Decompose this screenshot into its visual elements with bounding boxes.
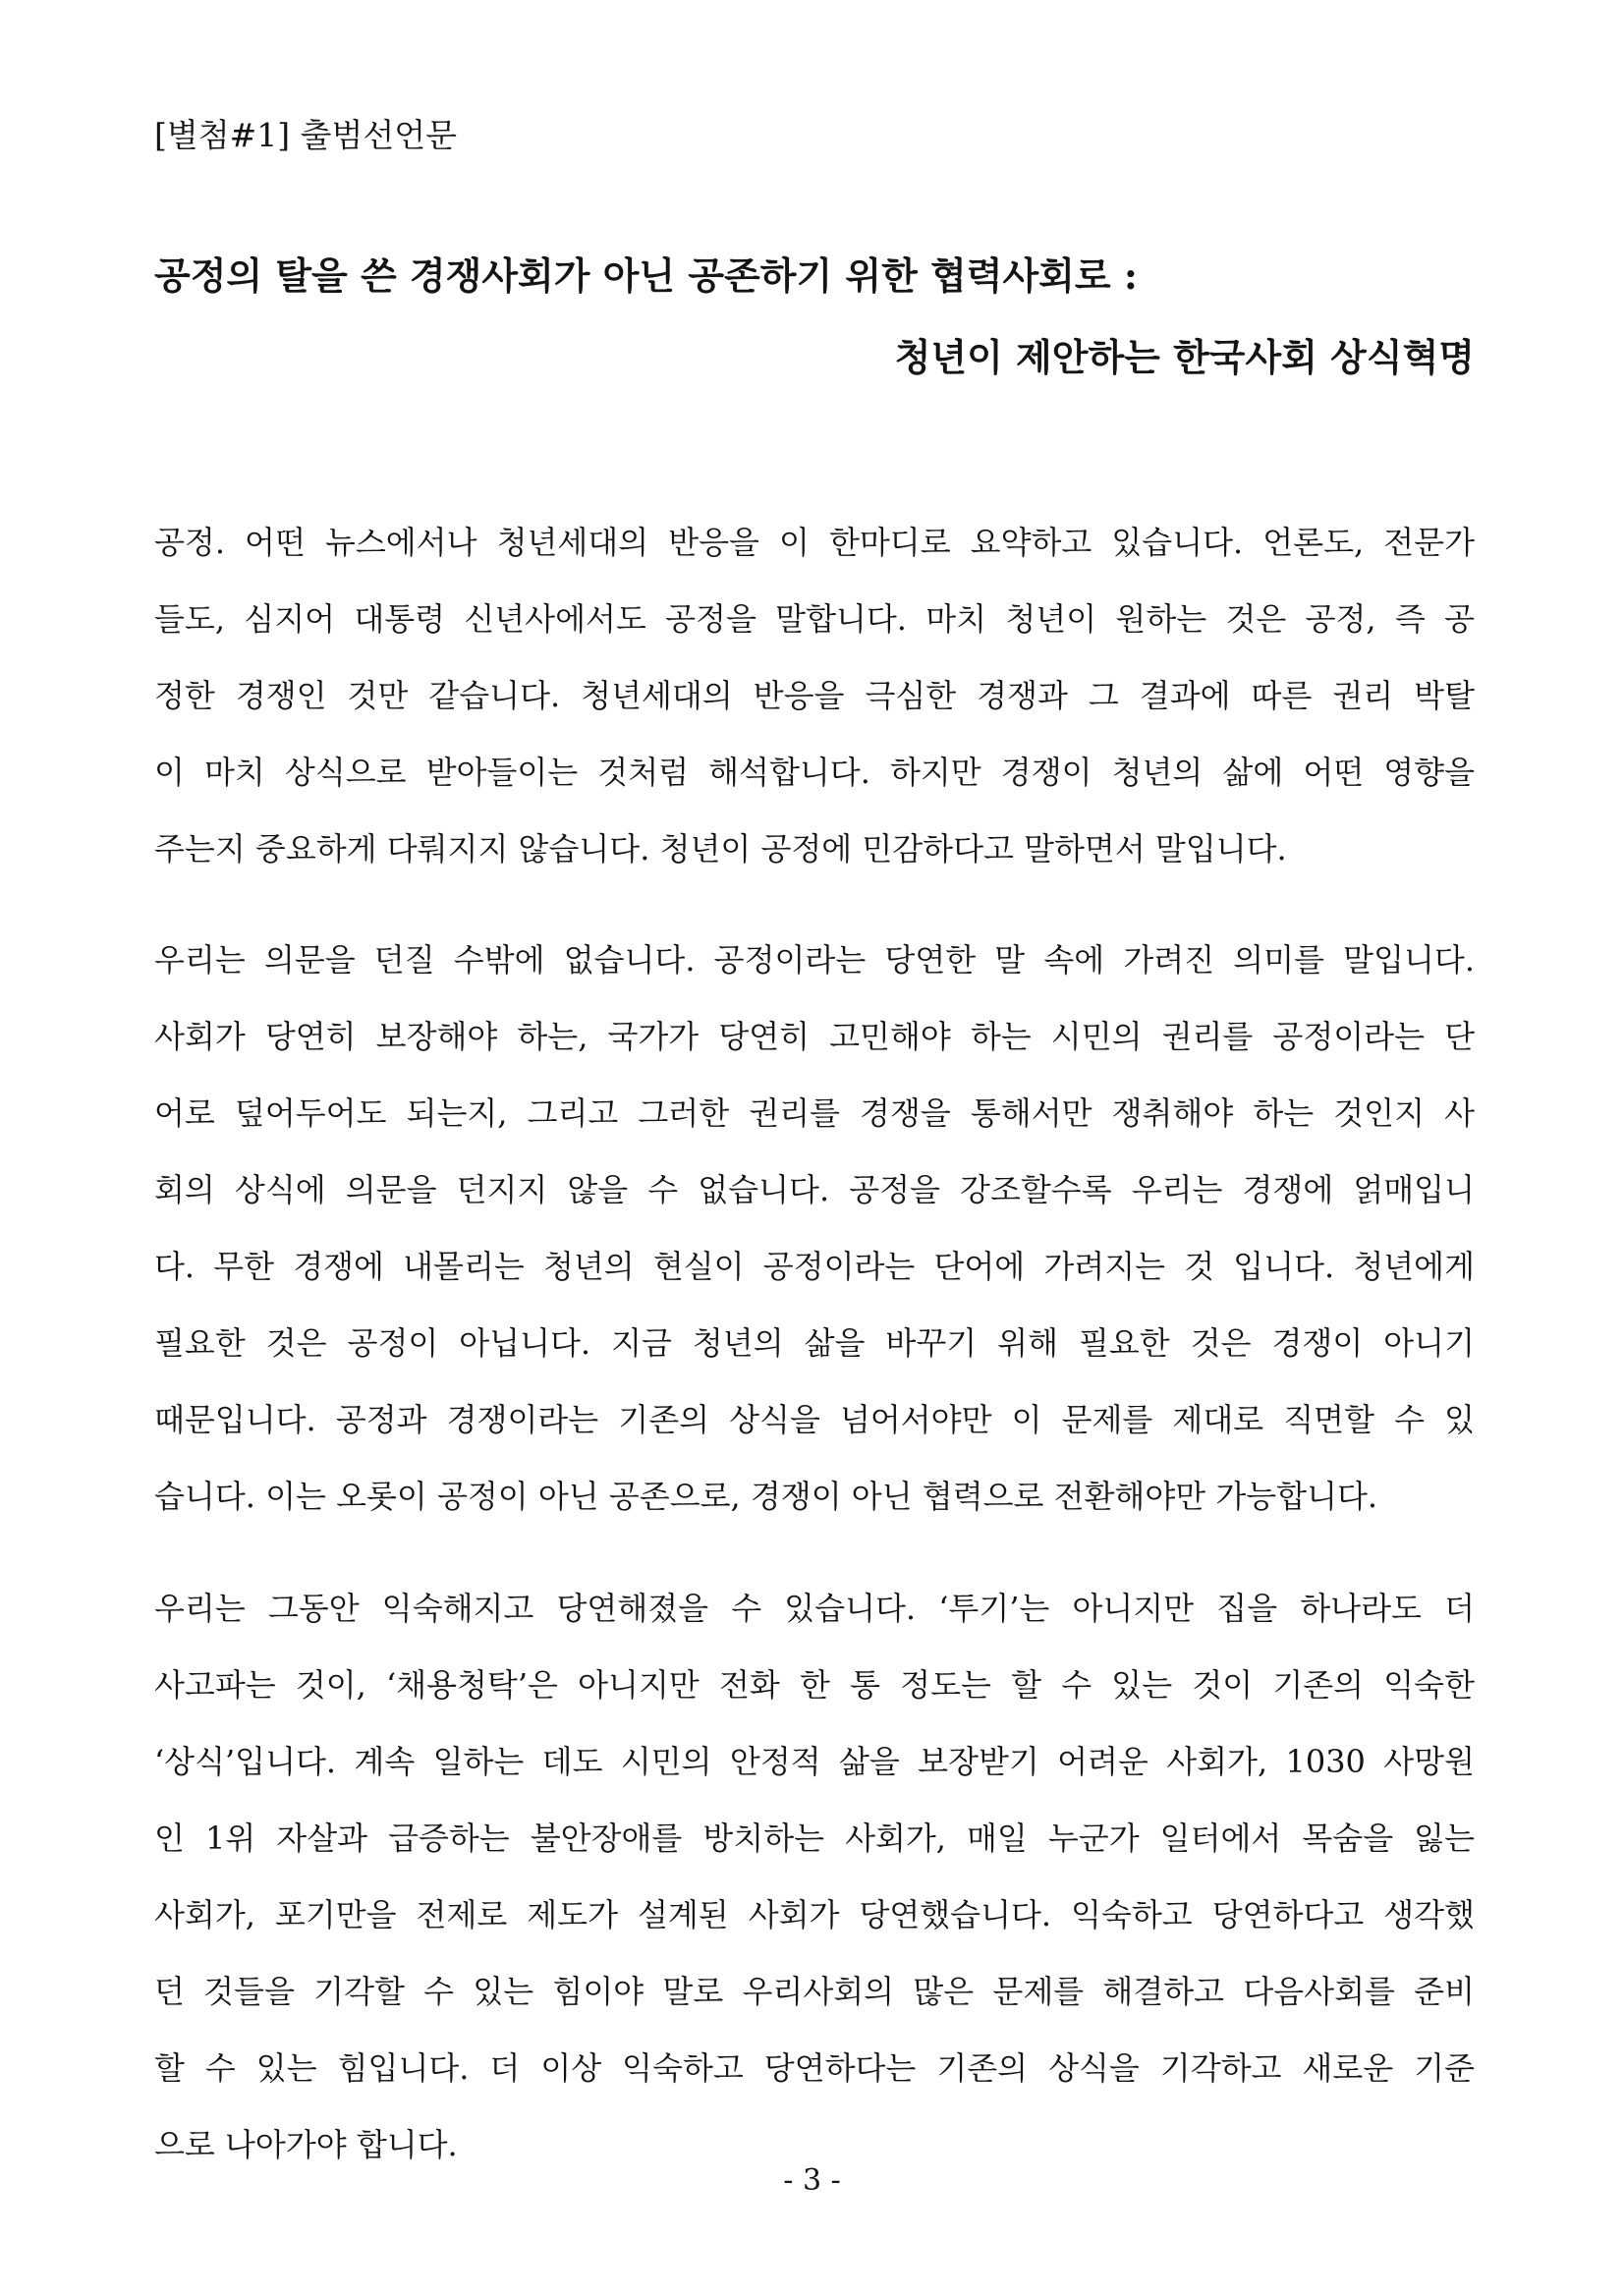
paragraph-line: 사고파는 것이, ‘채용청탁’은 아니지만 전화 한 통 정도는 할 수 있는 것이 기존의 익숙한	[154, 1666, 1475, 1704]
page-number: - 3 -	[783, 2163, 841, 2198]
paragraph-line: 다. 무한 경쟁에 내몰리는 청년의 현실이 공정이라는 단어에 가려지는 것 입니다. 청년에게	[154, 1248, 1475, 1285]
paragraph-line: 우리는 그동안 익숙해지고 당연해졌을 수 있습니다. ‘투기’는 아니지만 집을 하나라도 더	[154, 1590, 1475, 1627]
paragraph-line: 습니다. 이는 오롯이 공정이 아닌 공존으로, 경쟁이 아닌 협력으로 전환해야만 가능합니다.	[154, 1478, 1378, 1515]
paragraph-line: 필요한 것은 공정이 아닙니다. 지금 청년의 삶을 바꾸기 위해 필요한 것은 경쟁이 아니기	[154, 1324, 1475, 1362]
title-line-2: 청년이 제안하는 한국사회 상식혁명	[894, 335, 1475, 379]
paragraph-3	[154, 1570, 1475, 2183]
paragraph-line: 할 수 있는 힘입니다. 더 이상 익숙하고 당연하다는 기존의 상식을 기각하고 새로운 기준	[154, 2049, 1475, 2087]
paragraph-line: 우리는 의문을 던질 수밖에 없습니다. 공정이라는 당연한 말 속에 가려진 의미를 말입니다.	[154, 941, 1475, 979]
paragraph-line: 들도, 심지어 대통령 신년사에서도 공정을 말합니다. 마치 청년이 원하는 것은 공정, 즉 공	[154, 600, 1475, 638]
paragraph-line: 던 것들을 기각할 수 있는 힘이야 말로 우리사회의 많은 문제를 해결하고 다음사회를 준비	[154, 1973, 1475, 2010]
paragraph-line: 때문입니다. 공정과 경쟁이라는 기존의 상식을 넘어서야만 이 문제를 제대로 직면할 수 있	[154, 1401, 1475, 1438]
paragraph-line: 사회가, 포기만을 전제로 제도가 설계된 사회가 당연했습니다. 익숙하고 당연하다고 생각했	[154, 1896, 1475, 1933]
paragraph-line: 사회가 당연히 보장해야 하는, 국가가 당연히 고민해야 하는 시민의 권리를 공정이라는 단	[154, 1018, 1475, 1055]
paragraph-line: ‘상식’입니다. 계속 일하는 데도 시민의 안정적 삶을 보장받기 어려운 사회가, 1030 사망원	[154, 1743, 1475, 1780]
paragraph-1	[154, 504, 1475, 887]
paragraph-line: 어로 덮어두어도 되는지, 그리고 그러한 권리를 경쟁을 통해서만 쟁취해야 하는 것인지 사	[154, 1094, 1475, 1132]
paragraph-line: 정한 경쟁인 것만 같습니다. 청년세대의 반응을 극심한 경쟁과 그 결과에 따른 권리 박탈	[154, 677, 1475, 714]
paragraph-2	[154, 922, 1475, 1535]
attachment-label: [별첨#1] 출범선언문	[154, 116, 458, 154]
paragraph-line: 인 1위 자살과 급증하는 불안장애를 방치하는 사회가, 매일 누군가 일터에서 목숨을 잃는	[154, 1820, 1475, 1857]
paragraph-line: 주는지 중요하게 다뤄지지 않습니다. 청년이 공정에 민감하다고 말하면서 말입니다.	[154, 830, 1287, 868]
paragraph-line: 공정. 어떤 뉴스에서나 청년세대의 반응을 이 한마디로 요약하고 있습니다. 언론도, 전문가	[154, 524, 1475, 561]
paragraph-line: 회의 상식에 의문을 던지지 않을 수 없습니다. 공정을 강조할수록 우리는 경쟁에 얽매입니	[154, 1171, 1475, 1208]
title-line-1: 공정의 탈을 쓴 경쟁사회가 아닌 공존하기 위한 협력사회로 :	[154, 253, 1138, 298]
paragraph-line: 이 마치 상식으로 받아들이는 것처럼 해석합니다. 하지만 경쟁이 청년의 삶에 어떤 영향을	[154, 754, 1475, 791]
paragraph-line: 으로 나아가야 합니다.	[154, 2126, 458, 2163]
